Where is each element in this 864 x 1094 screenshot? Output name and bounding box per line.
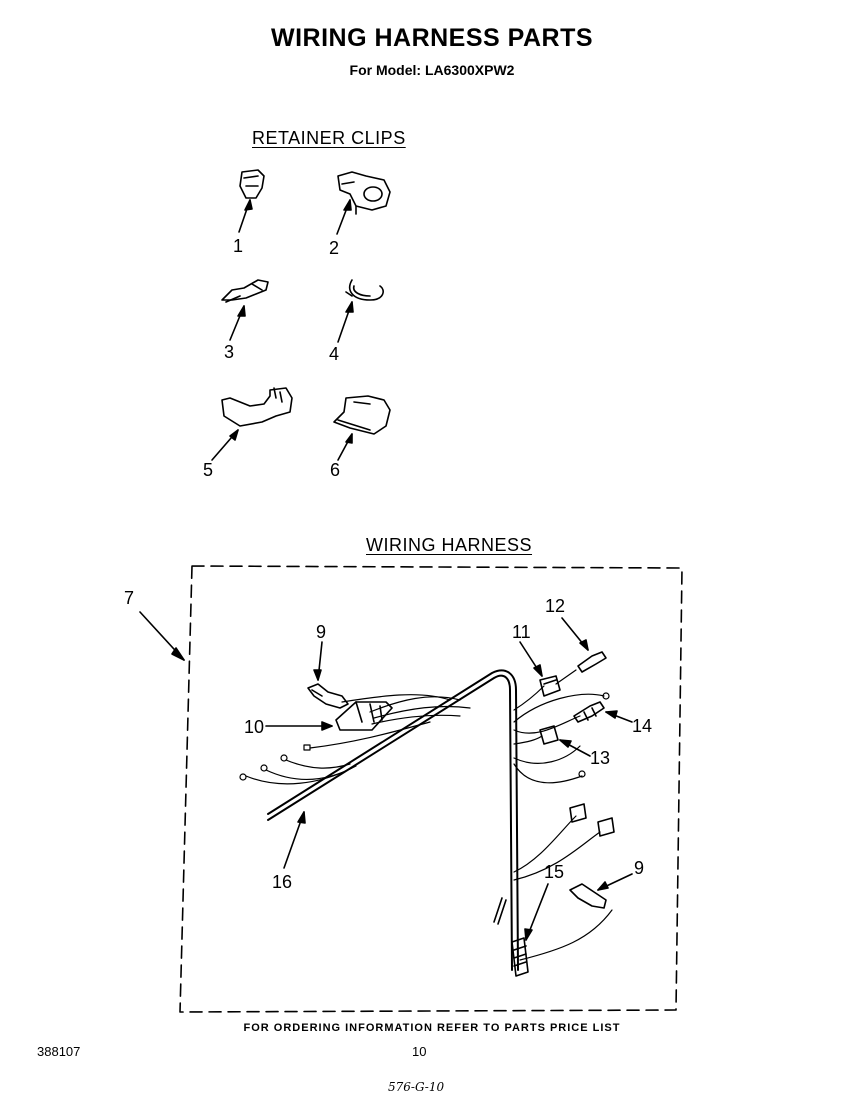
wiring-harness-heading: WIRING HARNESS [366,535,533,555]
callout-16: 16 [272,872,293,892]
callout-2: 2 [329,238,340,258]
retainer-clips-heading: RETAINER CLIPS [252,128,406,148]
handwritten-code: 576-G-10 [388,1080,445,1094]
callout-arrow-14 [606,711,632,722]
callout-9-lower: 9 [634,858,645,878]
harness-wires-right [514,670,612,960]
callout-arrow-15 [525,884,548,940]
callout-15: 15 [544,862,565,882]
callout-arrow-12 [562,618,588,650]
retainer-clip-4 [346,280,383,300]
callout-4: 4 [329,344,340,364]
callout-arrow-7 [140,612,184,660]
ordering-info-note: FOR ORDERING INFORMATION REFER TO PARTS PRICE LIST [243,1022,621,1034]
retainer-clip-5 [222,388,292,426]
terminal-14 [574,702,604,722]
callout-arrow-5 [212,430,238,460]
callout-14: 14 [632,716,653,736]
terminal-9-upper [308,684,348,708]
terminal-12 [578,652,606,672]
retainer-clip-3 [222,280,268,302]
callout-7: 7 [124,588,135,608]
plug-connector-lower-2 [598,818,614,836]
page-title: WIRING HARNESS PARTS [270,24,594,52]
plug-connector-lower-1 [570,804,586,822]
retainer-clip-1 [240,170,264,198]
callout-11: 11 [512,622,531,642]
callout-13: 13 [590,748,611,768]
callout-arrow-2 [337,200,351,234]
connector-11 [540,676,560,696]
callout-arrow-6 [338,434,352,460]
model-subtitle: For Model: LA6300XPW2 [349,62,515,78]
callout-6: 6 [330,460,341,480]
callout-arrow-13 [560,740,590,756]
callout-arrow-3 [230,306,245,340]
page-number: 10 [412,1044,427,1059]
document-number: 388107 [37,1044,81,1059]
callout-12: 12 [545,596,566,616]
callout-10: 10 [244,717,265,737]
callout-arrow-16 [284,812,305,868]
callout-3: 3 [224,342,235,362]
callout-arrow-9-lower [598,874,632,890]
harness-boundary-dashed-box [180,566,682,1012]
callout-5: 5 [203,460,214,480]
callout-arrow-4 [338,302,353,342]
callout-arrow-9-upper [314,642,322,680]
callout-9-upper: 9 [316,622,327,642]
callout-arrow-1 [239,200,252,232]
callout-1: 1 [233,236,244,256]
callout-arrow-10 [266,722,332,730]
callout-arrow-11 [520,642,542,676]
retainer-clip-6 [334,396,390,434]
